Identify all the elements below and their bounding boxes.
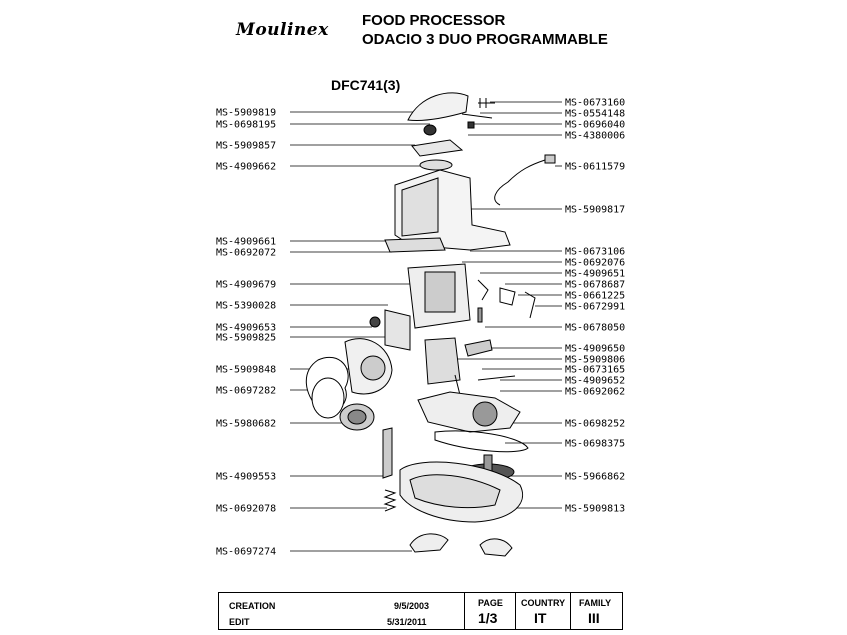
part-label-left: MS-4909662 (216, 161, 277, 173)
part-label-right: MS-0698375 (565, 438, 626, 450)
country-cell (515, 593, 571, 629)
part-label-left: MS-0697274 (216, 546, 277, 558)
family-value: III (588, 610, 600, 626)
part-label-left: MS-5909825 (216, 332, 277, 344)
part-label-left: MS-5390028 (216, 300, 277, 312)
part-label-left: MS-4909661 (216, 236, 277, 248)
creation-date: 9/5/2003 (394, 601, 430, 611)
part-label-right: MS-0692062 (565, 386, 626, 398)
country-label: COUNTRY (521, 598, 566, 608)
edit-date: 5/31/2011 (387, 617, 427, 627)
part-label-right: MS-4909652 (565, 375, 626, 387)
part-label-right: MS-0696040 (565, 119, 626, 131)
part-label-left: MS-5980682 (216, 418, 277, 430)
part-label-right: MS-0678687 (565, 279, 626, 291)
part-label-left: MS-0698195 (216, 119, 277, 131)
part-label-right: MS-0692076 (565, 257, 626, 269)
part-label-right: MS-0661225 (565, 290, 626, 302)
part-label-right: MS-5909806 (565, 354, 626, 366)
model-number: DFC741(3) (331, 77, 401, 93)
part-label-right: MS-0672991 (565, 301, 626, 313)
page-cell (464, 593, 516, 629)
part-label-left: MS-4909679 (216, 279, 277, 291)
part-label-right: MS-0673160 (565, 97, 626, 109)
part-label-left: MS-5909819 (216, 107, 277, 119)
part-label-left: MS-0697282 (216, 385, 277, 397)
edit-label: EDIT (229, 617, 250, 627)
country-value: IT (534, 610, 547, 626)
part-label-left: MS-4909653 (216, 322, 277, 334)
part-label-left: MS-0692078 (216, 503, 277, 515)
part-label-right: MS-4909650 (565, 343, 626, 355)
page-value: 1/3 (478, 610, 498, 626)
page-label: PAGE (478, 598, 503, 608)
family-cell (570, 593, 623, 629)
family-label: FAMILY (579, 598, 612, 608)
part-label-right: MS-0698252 (565, 418, 626, 430)
part-label-left: MS-5909857 (216, 140, 277, 152)
part-label-right: MS-0673106 (565, 246, 626, 258)
product-subtitle: ODACIO 3 DUO PROGRAMMABLE (362, 31, 608, 48)
part-label-left: MS-4909553 (216, 471, 277, 483)
part-label-right: MS-5909817 (565, 204, 626, 216)
creation-label: CREATION (229, 601, 276, 611)
part-label-right: MS-0673165 (565, 364, 626, 376)
info-table (218, 592, 623, 630)
product-title: FOOD PROCESSOR (362, 12, 506, 29)
part-label-left: MS-5909848 (216, 364, 277, 376)
part-label-right: MS-4909651 (565, 268, 626, 280)
part-label-right: MS-4380006 (565, 130, 626, 142)
part-label-right: MS-5966862 (565, 471, 626, 483)
part-label-right: MS-0611579 (565, 161, 626, 173)
part-label-right: MS-0554148 (565, 108, 626, 120)
brand-logo: Moulinex (236, 20, 329, 40)
part-label-left: MS-0692072 (216, 247, 277, 259)
part-label-right: MS-5909813 (565, 503, 626, 515)
part-label-right: MS-0678050 (565, 322, 626, 334)
parts-illustration (306, 93, 555, 556)
